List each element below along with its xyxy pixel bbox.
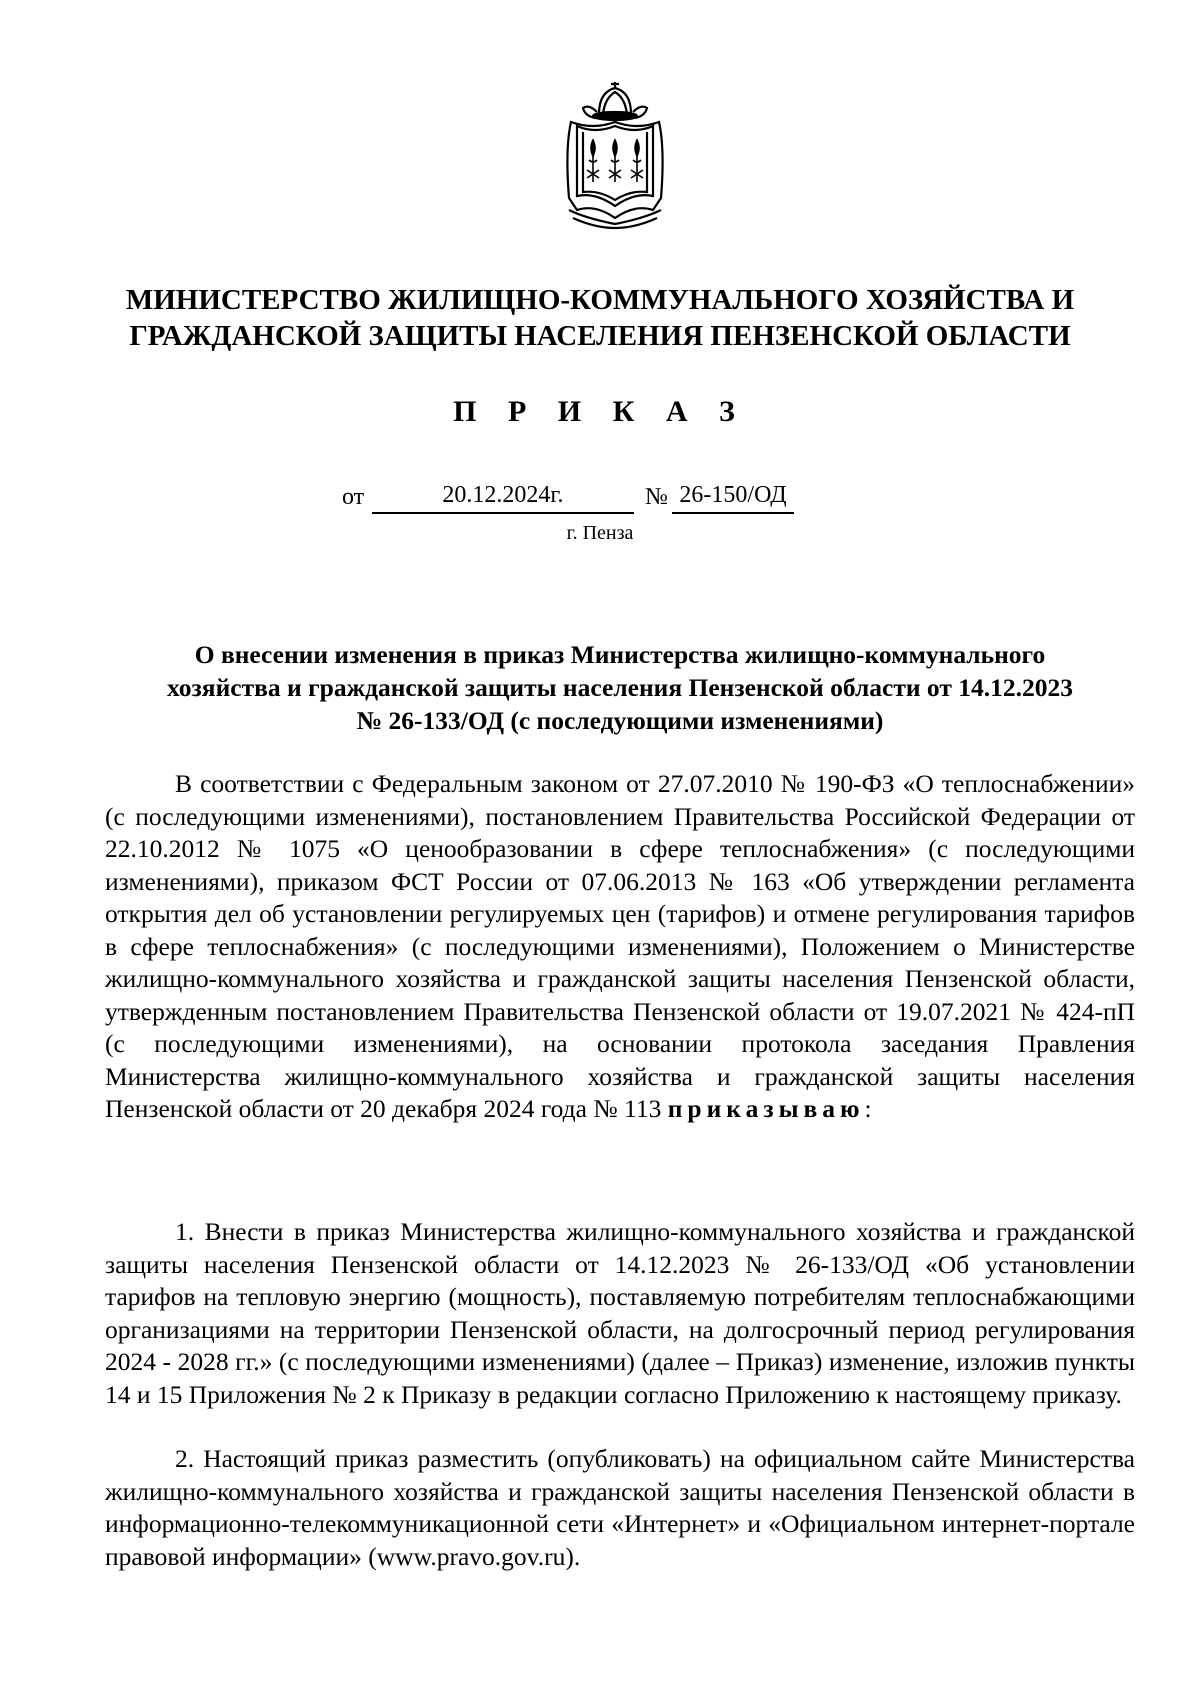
preamble-text: В соответствии с Федеральным законом от 27.07.2010 № 190-ФЗ «О теплоснабжении» (с последующими изменениями), постановлением Правительства Российской Федерации от 22.10.2012 № 1075 «О ценообразовании в сфере теплоснабжения» (с последующими изменениями), приказом ФСТ России от 07.06.2013 № 163 «Об утверждении регламента открытия дел об установлении регулируемых цен (тарифов) и отмене регулирования тарифов в сфере теплоснабжения» (с последующими изменениями), Положением о Министерстве жилищно-коммунального хозяйства и гражданской защиты населения Пензенской области, утвержденным постановлением Правительства Пензенской области от 19.07.2021 № 424-пП (с последующими изменениями), на основании протокола заседания Правления Министерства жилищно-коммунального хозяйства и гражданской защиты населения Пензенской области от 20 декабря 2024 года № 113: [105, 769, 1135, 1123]
ministry-name: [110, 282, 1090, 354]
order-number: 26-150/ОД: [672, 482, 794, 514]
order-date: 20.12.2024г.: [372, 482, 634, 514]
coat-of-arms-icon: [555, 78, 675, 230]
city: г. Пенза: [566, 522, 634, 544]
order-subject-line1: О внесении изменения в приказ Министерства жилищно-коммунального: [194, 640, 1046, 669]
preamble-paragraph: [105, 768, 1135, 1126]
order-item-1-text: 1. Внести в приказ Министерства жилищно-коммунального хозяйства и гражданской защиты населения Пензенской области от 14.12.2023 № 26-133/ОД «Об установлении тарифов на тепловую энергию (мощность), поставляемую потребителям теплоснабжающими организациями на территории Пензенской области, на долгосрочный период регулирования 2024 - 2028 гг.» (с последующими изменениями) (далее – Приказ) изменение, изложив пункты 14 и 15 Приложения № 2 к Приказу в редакции согласно Приложению к настоящему приказу.: [105, 1217, 1135, 1409]
number-prefix: №: [645, 484, 668, 510]
date-prefix: от: [342, 484, 365, 510]
order-colon: :: [864, 1094, 872, 1123]
order-item-2: [105, 1443, 1135, 1573]
order-item-2-text: 2. Настоящий приказ разместить (опубликовать) на официальном сайте Министерства жилищно-коммунального хозяйства и гражданской защиты населения Пензенской области в информационно-телекоммуникационной сети «Интернет» и «Официальном интернет-портале правовой информации» (www.pravo.gov.ru).: [105, 1444, 1135, 1571]
order-subject: [105, 638, 1135, 737]
ministry-name-line2: ГРАЖДАНСКОЙ ЗАЩИТЫ НАСЕЛЕНИЯ ПЕНЗЕНСКОЙ ОБЛАСТИ: [129, 320, 1071, 352]
order-item-1: [105, 1216, 1135, 1411]
order-subject-line3: № 26-133/ОД (с последующими изменениями): [356, 706, 884, 735]
ministry-name-line1: МИНИСТЕРСТВО ЖИЛИЩНО-КОММУНАЛЬНОГО ХОЗЯЙСТВА И: [125, 284, 1075, 316]
order-word: приказываю: [667, 1094, 865, 1123]
order-subject-line2: хозяйства и гражданской защиты населения Пензенской области от 14.12.2023: [167, 673, 1073, 702]
order-title: П Р И К А З: [453, 395, 747, 428]
